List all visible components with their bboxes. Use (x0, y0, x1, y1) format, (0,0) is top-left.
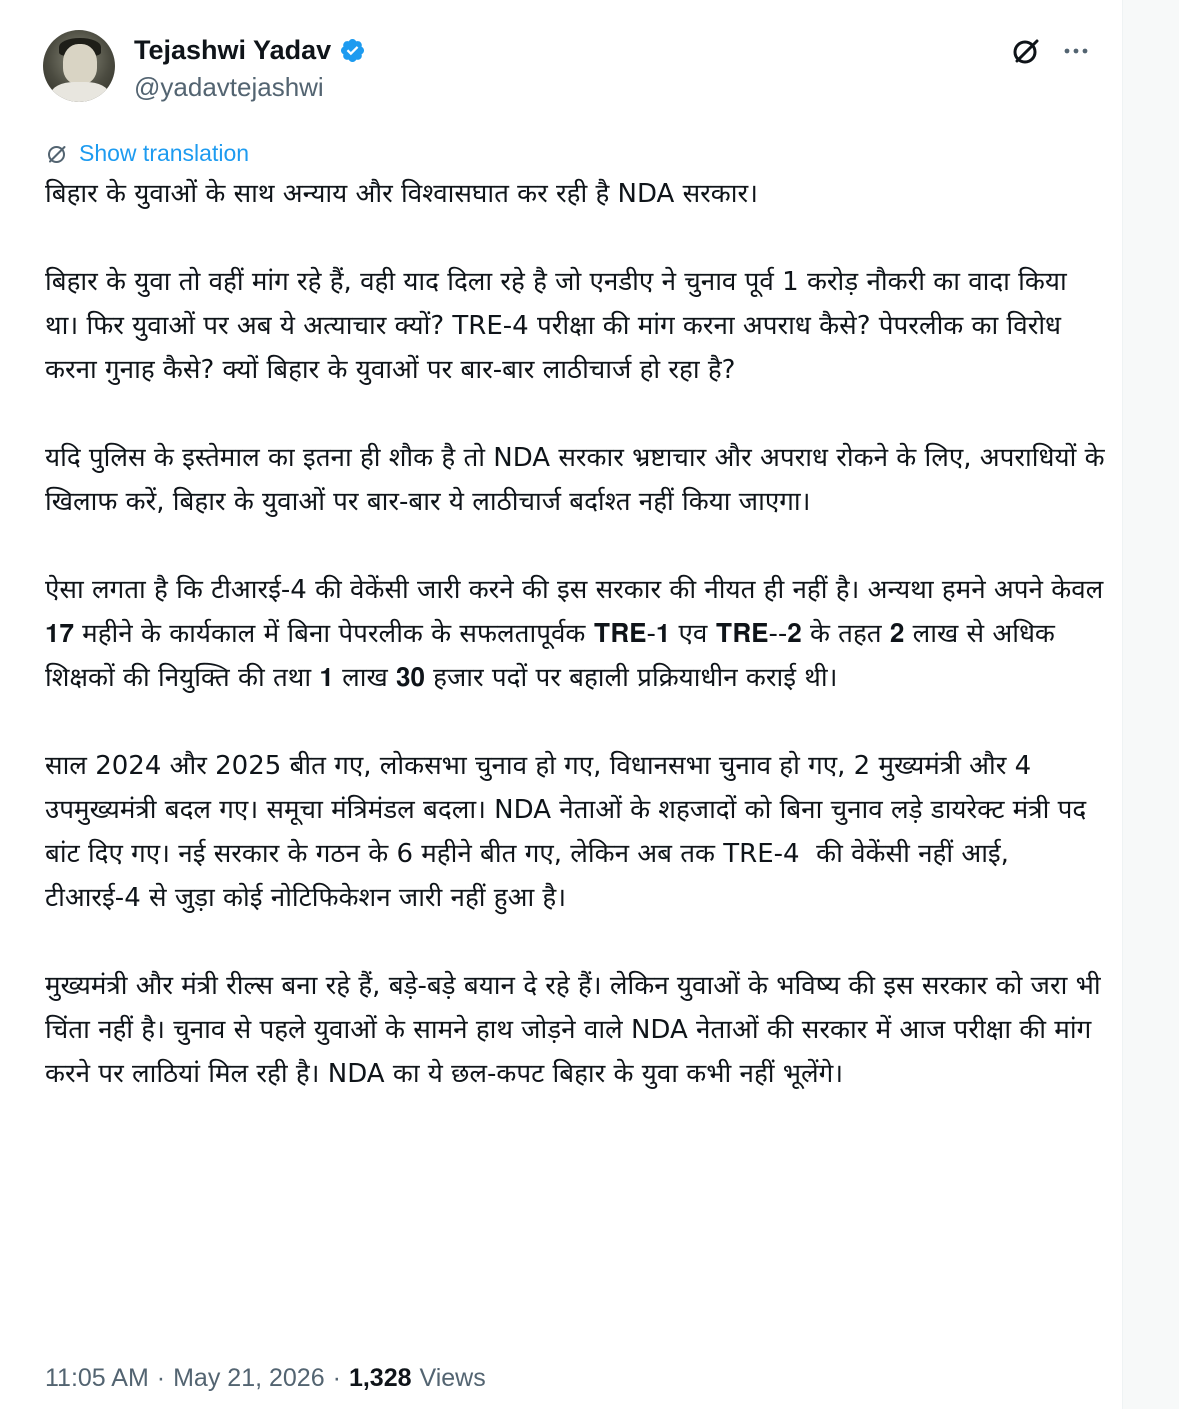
author-handle[interactable]: @yadavtejashwi (134, 72, 324, 102)
sidebar-edge (1122, 0, 1179, 1409)
show-translation-label: Show translation (79, 140, 250, 166)
meta-separator: · (156, 1364, 166, 1392)
tweet-paragraph: ऐसा लगता है कि टीआरई-4 की वेकेंसी जारी करने की इस सरकार की नीयत ही नहीं है। अन्यथा हमने अपने केवल 𝟏𝟕 महीने के कार्यकाल में बिना पेपरलीक के सफलतापूर्वक 𝐓𝐑𝐄-𝟏 एव 𝐓𝐑𝐄--𝟐 के तहत 𝟐 लाख से अधिक शिक्षकों की नियुक्ति की तथा 𝟏 लाख 𝟑𝟎 हजार पदों पर बहाली प्रक्रियाधीन कराई थी। (45, 575, 1112, 693)
tweet-date[interactable]: May 21, 2026 (173, 1364, 325, 1392)
views-label: Views (419, 1364, 486, 1392)
grok-icon[interactable] (1008, 33, 1044, 69)
tweet-paragraph: मुख्यमंत्री और मंत्री रील्स बना रहे हैं, बड़े-बड़े बयान दे रहे हैं। लेकिन युवाओं के भविष्य की इस सरकार को जरा भी चिंता नहीं है। चुनाव से पहले युवाओं के सामने हाथ जोड़ने वाले NDA नेताओं की सरकार में आज परीक्षा की मांग करने पर लाठियां मिल रही है। NDA का ये छल-कपट बिहार के युवा कभी नहीं भूलेंगे। (45, 971, 1109, 1089)
author-avatar[interactable] (43, 30, 115, 102)
grok-translate-icon (45, 142, 69, 166)
avatar-face (63, 44, 97, 84)
verified-badge-icon (339, 37, 366, 64)
meta-separator: · (332, 1364, 341, 1392)
tweet-meta (45, 1364, 486, 1393)
author-name-row (134, 32, 366, 68)
tweet-time[interactable]: 11:05 AM (45, 1364, 149, 1392)
tweet-paragraph: बिहार के युवा तो वहीं मांग रहे हैं, वही याद दिला रहे है जो एनडीए ने चुनाव पूर्व 1 करोड़ नौकरी का वादा किया था। फिर युवाओं पर अब ये अत्याचार क्यों? TRE-4 परीक्षा की मांग करना अपराध कैसे? पेपरलीक का विरोध करना गुनाह कैसे? क्यों बिहार के युवाओं पर बार-बार लाठीचार्ज हो रहा है? (45, 267, 1075, 385)
tweet-paragraph: साल 2024 और 2025 बीत गए, लोकसभा चुनाव हो गए, विधानसभा चुनाव हो गए, 2 मुख्यमंत्री और 4 उपमुख्यमंत्री बदल गए। समूचा मंत्रिमंडल बदला। NDA नेताओं के शहजादों को बिना चुनाव लड़े डायरेक्ट मंत्री पद बांट दिए गए। नई सरकार के गठन के 6 महीने बीत गए, लेकिन अब तक TRE-4 की वेकेंसी नहीं आई, टीआरई-4 से जुड़ा कोई नोटिफिकेशन जारी नहीं हुआ है। (45, 751, 1095, 913)
tweet-text (45, 172, 1113, 1096)
tweet-paragraph: यदि पुलिस के इस्तेमाल का इतना ही शौक है तो NDA सरकार भ्रष्टाचार और अपराध रोकने के लिए, अपराधियों के खिलाफ करें, बिहार के युवाओं पर बार-बार ये लाठीचार्ज बर्दाश्त नहीं किया जाएगा। (45, 443, 1113, 517)
show-translation-link[interactable] (45, 140, 249, 167)
avatar-shirt (51, 82, 109, 102)
views-count: 1,328 (348, 1364, 412, 1392)
tweet-paragraph: बिहार के युवाओं के साथ अन्याय और विश्वासघात कर रही है NDA सरकार। (45, 179, 758, 209)
author-display-name[interactable]: Tejashwi Yadav (134, 34, 332, 65)
more-options-icon[interactable] (1058, 33, 1094, 69)
